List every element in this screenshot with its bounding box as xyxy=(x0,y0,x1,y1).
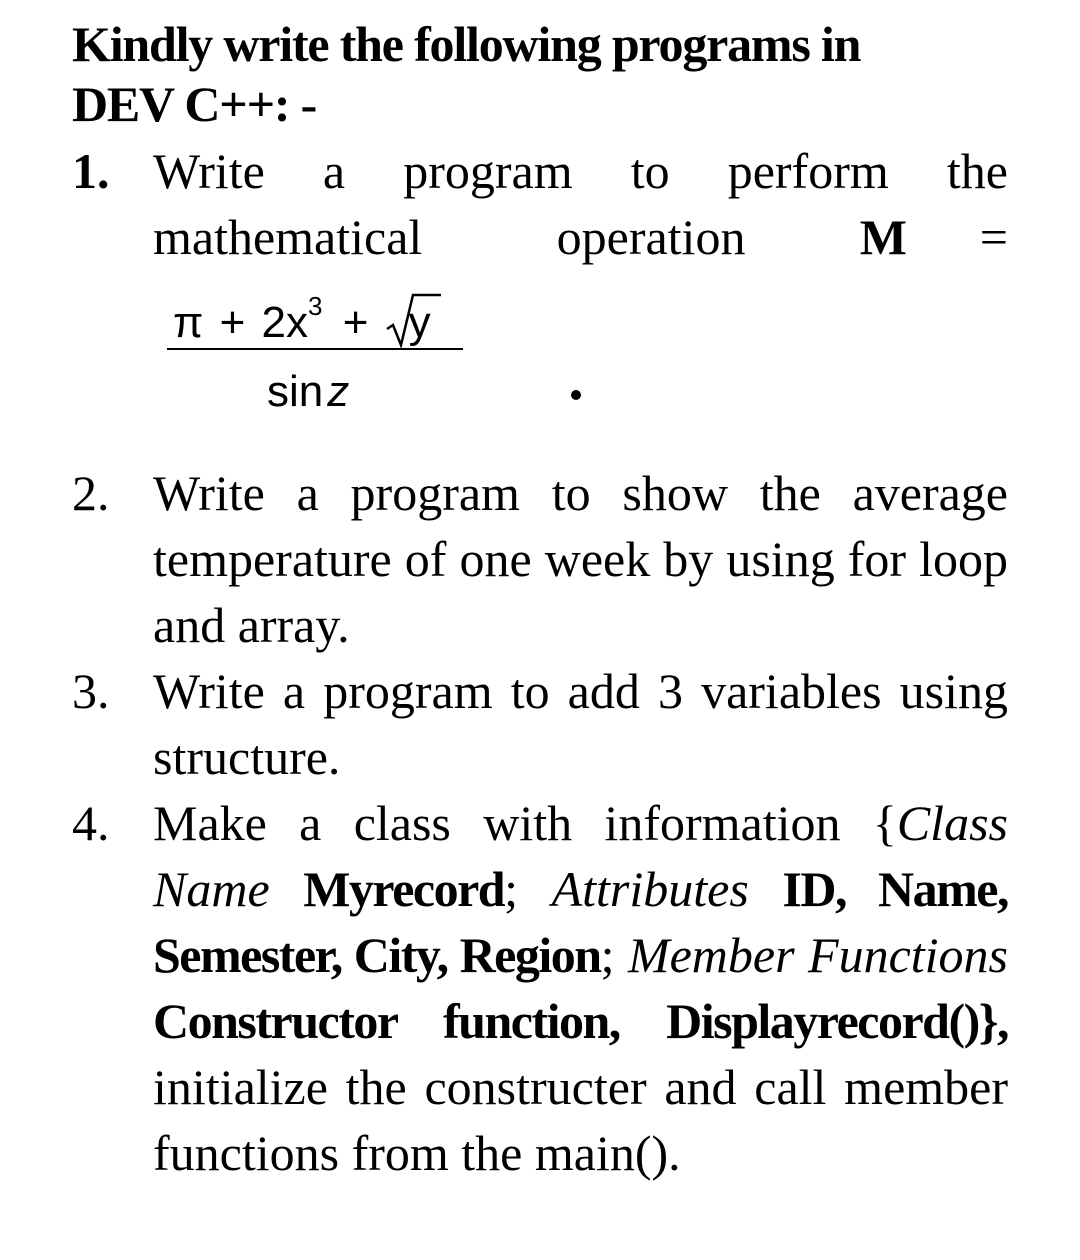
label-class-name: Class Name xyxy=(153,795,1008,917)
plus-sign: + xyxy=(219,298,246,347)
pi-symbol: π xyxy=(173,298,204,347)
word: operation xyxy=(556,209,746,265)
end-mark xyxy=(571,390,581,400)
assignment-document xyxy=(72,14,1008,1186)
task-number: 4. xyxy=(72,795,110,851)
task-4-text xyxy=(153,790,1008,1186)
task-3-text: Write a program to add 3 variables using structure. xyxy=(153,663,1008,785)
text-segment: Make a class with information { xyxy=(153,795,897,851)
task-number: 1. xyxy=(72,143,110,199)
closing-brace: }, xyxy=(978,993,1008,1049)
word: program xyxy=(403,143,573,199)
task-1-line-2 xyxy=(153,204,1008,270)
document-heading xyxy=(72,14,1008,134)
equals-sign: = xyxy=(979,209,1008,265)
class-name-value: Myrecord xyxy=(303,861,505,917)
member-functions-value: Constructor function, Displayrecord() xyxy=(153,993,979,1049)
separator: ; xyxy=(600,927,615,983)
attributes-value: ID, Name, Semester, City, Region xyxy=(153,861,1008,983)
variable-m: M xyxy=(859,209,906,265)
label-member-functions: Member Functions xyxy=(627,927,1008,983)
radicand: y xyxy=(408,298,431,347)
word: a xyxy=(322,143,346,199)
variable-z: z xyxy=(327,367,350,416)
word: Write xyxy=(153,143,265,199)
sin-function: sin xyxy=(267,367,324,416)
fraction-bar xyxy=(167,348,463,350)
word: the xyxy=(946,143,1008,199)
task-number: 3. xyxy=(72,663,110,719)
task-number: 2. xyxy=(72,465,110,521)
term-2x: 2x xyxy=(261,298,309,347)
text-segment: initialize the constructer and call member functions from the main(). xyxy=(153,1059,1008,1181)
square-root xyxy=(385,293,431,353)
task-item-2 xyxy=(72,460,1008,658)
heading-line-2: DEV C++: - xyxy=(72,76,317,132)
task-item-1 xyxy=(72,138,1008,460)
label-attributes: Attributes xyxy=(551,861,749,917)
exponent: 3 xyxy=(308,291,323,321)
denominator xyxy=(267,362,349,422)
task-1-line-1 xyxy=(153,138,1008,204)
heading-line-1: Kindly write the following programs in xyxy=(72,16,861,72)
separator: ; xyxy=(504,861,519,917)
word: mathematical xyxy=(153,209,423,265)
plus-sign: + xyxy=(342,298,369,347)
word: to xyxy=(630,143,670,199)
word: perform xyxy=(727,143,889,199)
task-item-4 xyxy=(72,790,1008,1186)
math-formula xyxy=(167,270,1008,460)
radical-sign-icon xyxy=(385,291,441,351)
task-item-3 xyxy=(72,658,1008,790)
task-2-text: Write a program to show the average temperature of one week by using for loop and array. xyxy=(153,465,1008,653)
numerator xyxy=(173,276,431,353)
